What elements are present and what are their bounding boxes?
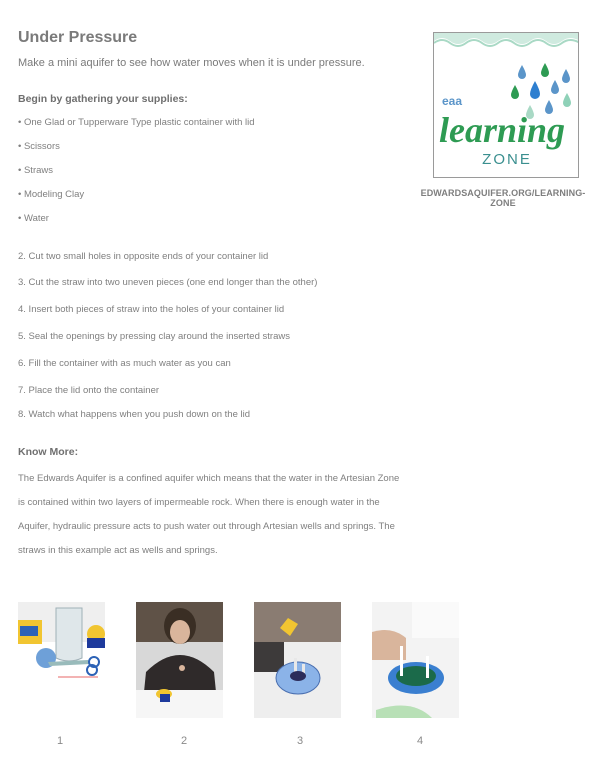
container-photo — [254, 602, 341, 718]
cutting-photo — [136, 602, 223, 718]
know-more-heading: Know More: — [18, 446, 79, 458]
photo-number: 2 — [180, 735, 188, 747]
supply-item: • One Glad or Tupperware Type plastic container with lid — [18, 117, 255, 128]
know-more-line: is contained within two layers of impermeable rock. When there is enough water in the — [18, 497, 380, 508]
step-item: 3. Cut the straw into two uneven pieces (one end longer than the other) — [18, 277, 318, 288]
know-more-line: The Edwards Aquifer is a confined aquifer which means that the water in the Artesian Zone — [18, 473, 400, 484]
step-item: 2. Cut two small holes in opposite ends of your container lid — [18, 251, 269, 262]
page-subtitle: Make a mini aquifer to see how water moves when it is under pressure. — [18, 57, 365, 69]
step-item: 7. Place the lid onto the container — [18, 385, 160, 396]
photo-number: 3 — [296, 735, 304, 747]
step-item: 4. Insert both pieces of straw into the holes of your container lid — [18, 304, 285, 315]
supply-item: • Water — [18, 213, 49, 224]
supply-item: • Modeling Clay — [18, 189, 85, 200]
supply-item: • Scissors — [18, 141, 60, 152]
know-more-line: Aquifer, hydraulic pressure acts to push water out through Artesian wells and springs. The — [18, 521, 395, 532]
logo-sub: ZONE — [482, 151, 532, 168]
step-item: 5. Seal the openings by pressing clay around the inserted straws — [18, 331, 290, 342]
logo-graphic — [434, 33, 579, 178]
photo-number: 4 — [416, 735, 424, 747]
know-more-line: straws in this example act as wells and springs. — [18, 545, 218, 556]
step-item: 6. Fill the container with as much water as you can — [18, 358, 231, 369]
photo-number: 1 — [56, 735, 64, 747]
supply-item: • Straws — [18, 165, 53, 176]
logo-url: EDWARDSAQUIFER.ORG/LEARNING-ZONE — [420, 188, 586, 208]
supplies-photo — [18, 602, 105, 718]
page-title: Under Pressure — [18, 29, 138, 46]
logo-word: learning — [439, 110, 566, 150]
supplies-heading: Begin by gathering your supplies: — [18, 93, 188, 105]
pressing-lid-photo — [372, 602, 459, 718]
learning-zone-logo — [433, 32, 579, 178]
logo-badge: eaa — [442, 94, 463, 108]
step-item: 8. Watch what happens when you push down on the lid — [18, 409, 251, 420]
